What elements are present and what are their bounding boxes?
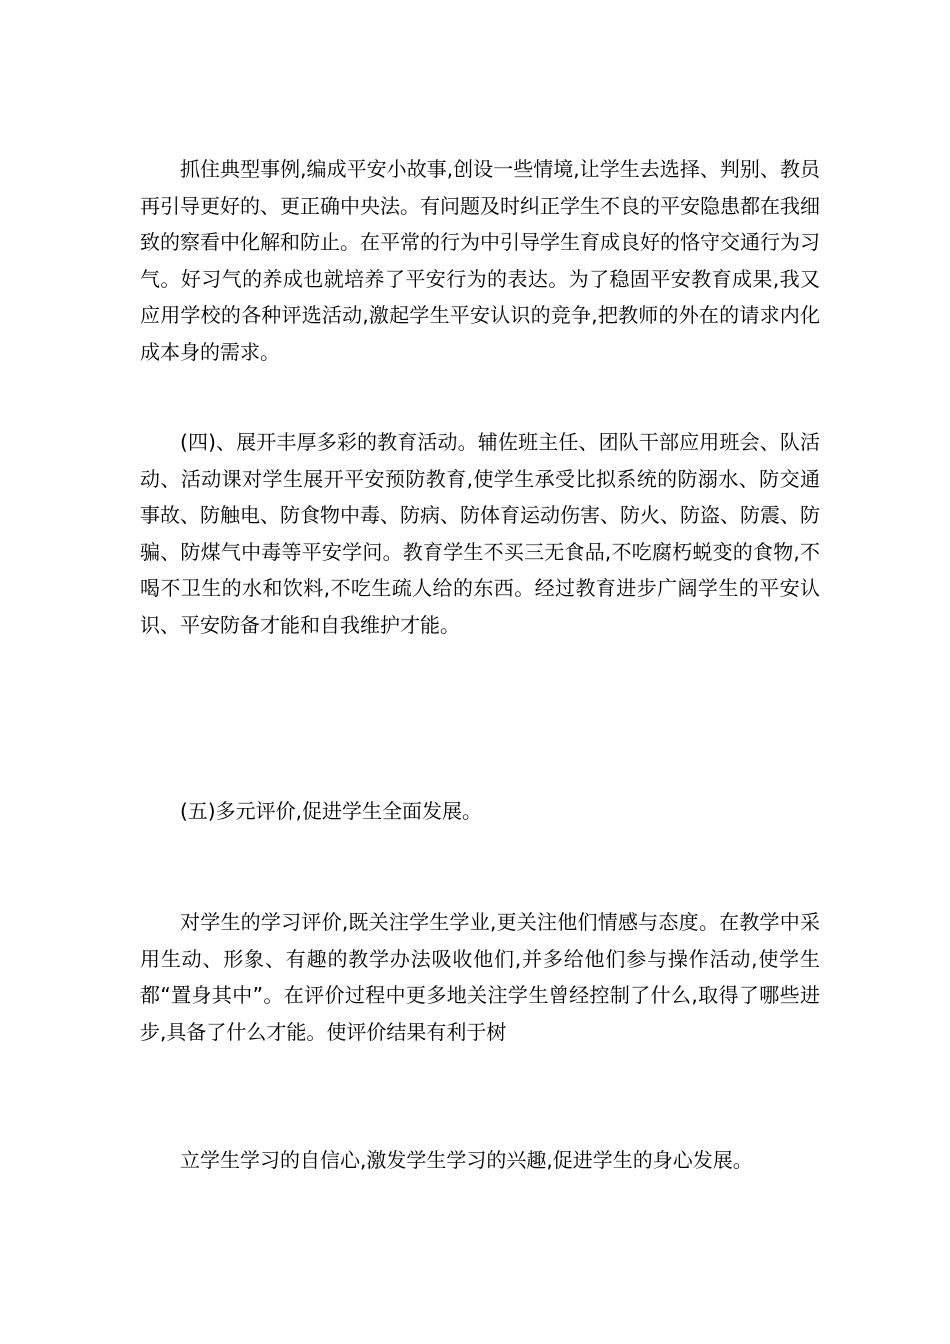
paragraph-learning-evaluation: 对学生的学习评价,既关注学生学业,更关注他们情感与态度。在教学中采用生动、形象、有趣的教学办法吸收他们,并多给他们参与操作活动,使学生都“置身其中”。在评价过程中更多地关注学生曾经控制了什么,取得了哪些进步,具备了什么才能。使评价结果有利于树 (140, 910, 820, 1044)
paragraph-heading-evaluation: (五)多元评价,促进学生全面发展。 (180, 799, 482, 823)
paragraph-education-activities: (四)、展开丰厚多彩的教育活动。辅佐班主任、团队干部应用班会、队活动、活动课对学生展开平安预防教育,使学生承受比拟系统的防溺水、防交通事故、防触电、防食物中毒、防病、防体育运动伤害、防火、防盗、防震、防骗、防煤气中毒等平安学问。教育学生不买三无食品,不吃腐朽蜕变的食物,不喝不卫生的水和饮料,不吃生疏人给的东西。经过教育进步广阔学生的平安认识、平安防备才能和自我维护才能。 (140, 430, 820, 637)
paragraph-safety-stories: 抓住典型事例,编成平安小故事,创设一些情境,让学生去选择、判别、教员再引导更好的、更正确中央法。有问题及时纠正学生不良的平安隐患都在我细致的察看中化解和防止。在平常的行为中引导学生育成良好的恪守交通行为习气。好习气的养成也就培养了平安行为的表达。为了稳固平安教育成果,我又应用学校的各种评选活动,激起学生平安认识的竞争,把教师的外在的请求内化成本身的需求。 (140, 157, 820, 364)
paragraph-confidence: 立学生学习的自信心,激发学生学习的兴趣,促进学生的身心发展。 (180, 1148, 753, 1172)
